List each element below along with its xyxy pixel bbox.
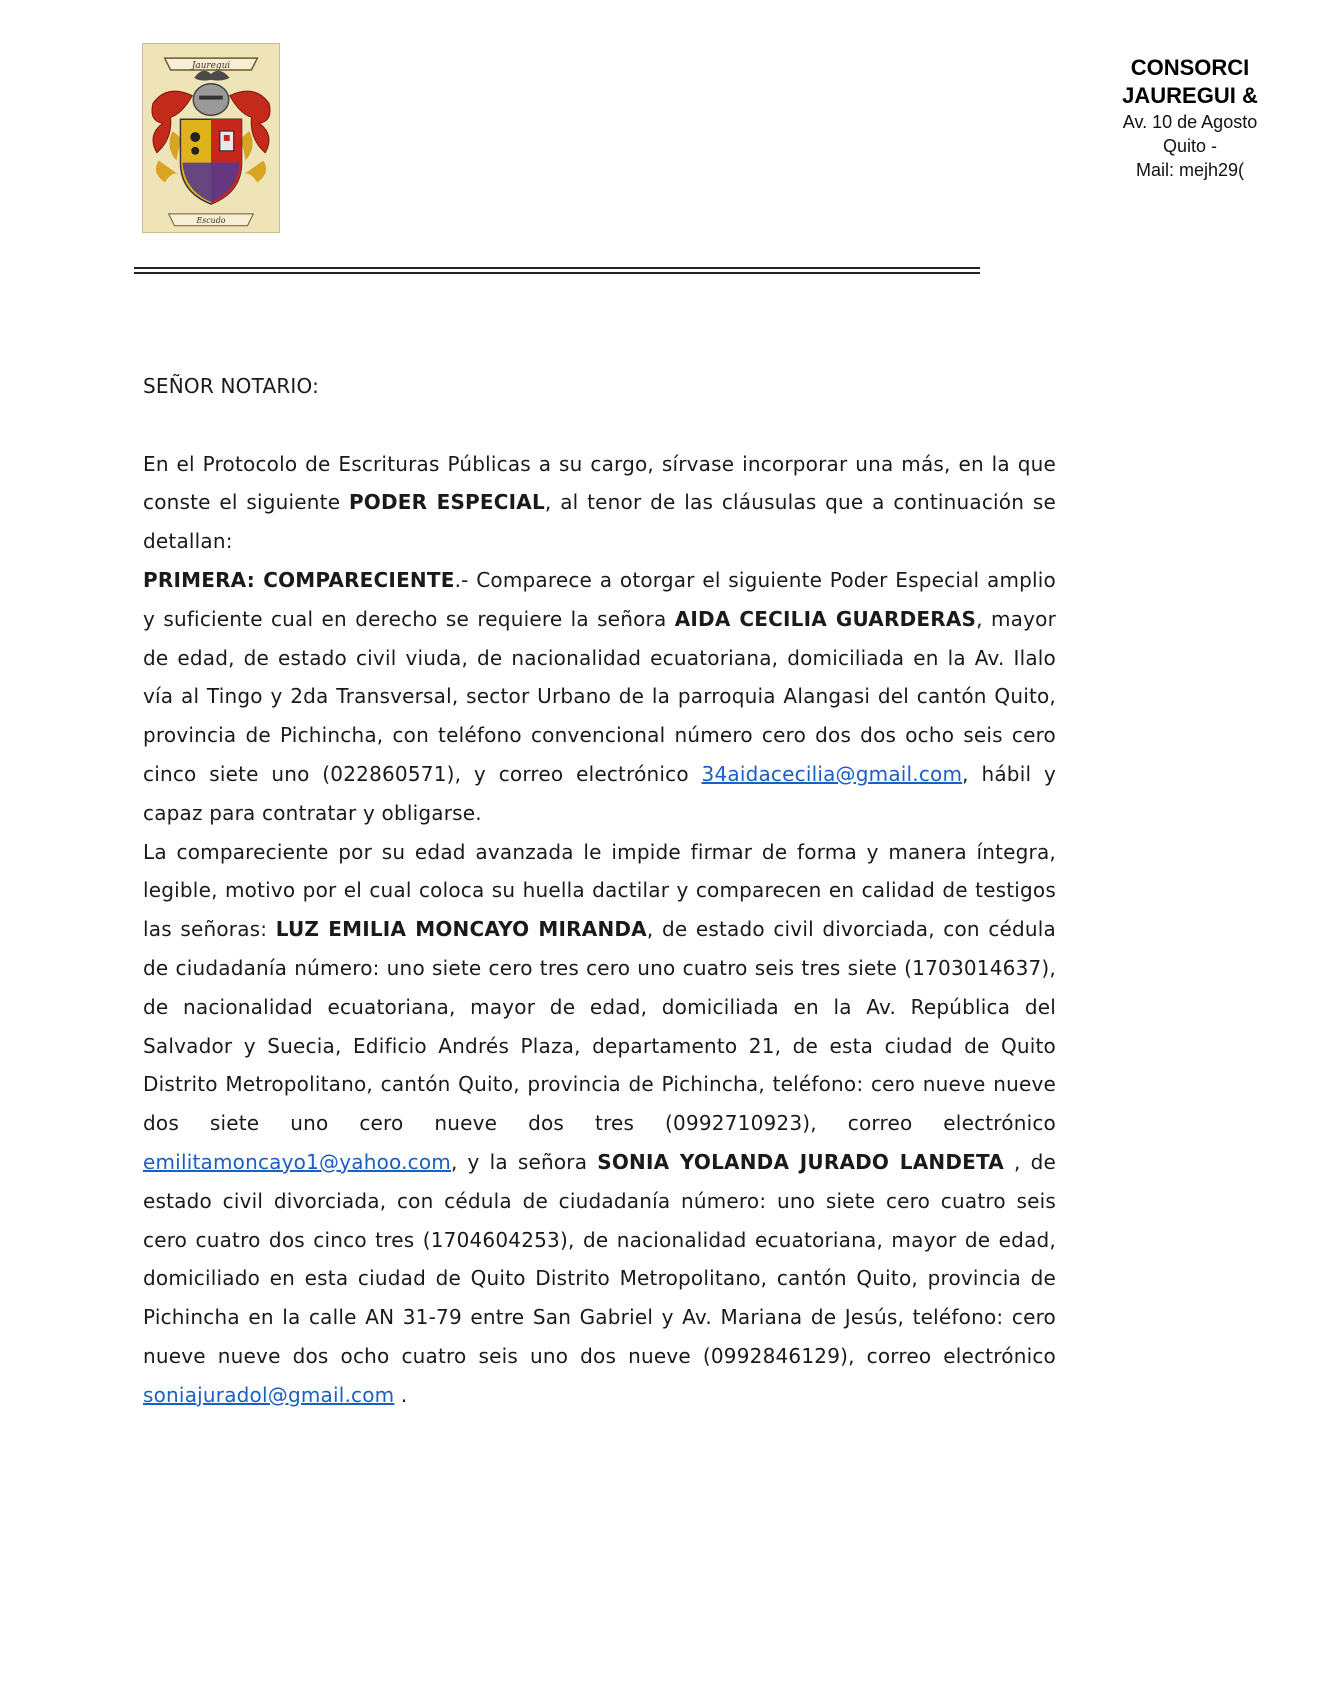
intro-paragraph — [143, 445, 1056, 561]
clause-primera-text-c: , hábil y capaz para contratar y obligarse. — [143, 761, 1056, 825]
firm-city: Quito - — [1162, 136, 1218, 156]
witness2-email-link[interactable]: soniajuradol@gmail.com — [143, 1382, 395, 1407]
witness1-name: LUZ EMILIA MONCAYO MIRANDA — [275, 917, 647, 942]
firm-name-line2: JAUREGUI & — [1122, 83, 1258, 108]
grantor-name: AIDA CECILIA GUARDERAS — [674, 606, 977, 631]
witness1-email-link[interactable]: emilitamoncayo1@yahoo.com — [143, 1149, 451, 1174]
witnesses-text-b: , de estado civil divorciada, con cédula de ciudadanía número: uno siete cero tres cero uno cuatro seis tres siete (1703014637), de nacionalidad ecuatoriana, mayor de edad, domiciliada en la Av. República del Salvador y Suecia, Edificio Andrés Plaza, departamento 21, de esta ciudad de Quito Distrito Metropolitano, cantón Quito, provincia de Pichincha, teléfono: cero nueve nueve dos siete uno cero nueve dos tres (0992710923), correo electrónico — [143, 917, 1057, 1136]
clause-primera-text-b: , mayor de edad, de estado civil viuda, de nacionalidad ecuatoriana, domiciliada en la Av. Ilalo vía al Tingo y 2da Transversal, sector Urbano de la parroquia Alangasi del cantón Quito, provincia de Pichincha, con teléfono convencional número cero dos dos ocho seis cero cinco siete uno (022860571), y correo electrónico — [143, 606, 1057, 786]
grantor-email-link[interactable]: 34aidacecilia@gmail.com — [701, 761, 963, 786]
intro-text-c: , al tenor de las cláusulas que a continuación se detallan: — [143, 490, 1056, 554]
coat-of-arms-graphic — [143, 44, 279, 232]
witnesses-text-e: . — [394, 1382, 408, 1407]
witnesses-text-a: La compareciente por su edad avanzada le impide firmar de forma y manera íntegra, legible, motivo por el cual coloca su huella dactilar y comparecen en calidad de testigos las señoras: — [143, 839, 1056, 942]
header-divider — [134, 267, 980, 274]
intro-text-a: En el Protocolo de Escrituras Públicas a su cargo, sírvase incorporar una más, en la que conste el siguiente — [143, 451, 1056, 515]
firm-header — [1040, 54, 1340, 182]
intro-bold-poder: PODER ESPECIAL — [348, 490, 545, 515]
crest-footer-text: Escudo — [196, 215, 226, 225]
firm-mail: Mail: mejh29( — [1135, 160, 1245, 180]
witness2-name: SONIA YOLANDA JURADO LANDETA — [597, 1149, 1004, 1174]
clause-primera — [143, 561, 1056, 833]
witnesses-paragraph — [143, 833, 1056, 1415]
salutation: SEÑOR NOTARIO: — [143, 374, 320, 398]
clause-primera-text-a: .- Comparece a otorgar el siguiente Poder Especial amplio y suficiente cual en derecho se requiere la señora — [143, 567, 1056, 631]
document-body — [143, 367, 1056, 1415]
firm-name-line1: CONSORCI — [1130, 55, 1250, 80]
coat-of-arms-image — [142, 43, 280, 233]
witnesses-text-c: , y la señora — [450, 1149, 598, 1174]
witnesses-text-d: , de estado civil divorciada, con cédula de ciudadanía número: uno siete cero cuatro seis cero cuatro dos cinco tres (1704604253), de nacionalidad ecuatoriana, mayor de edad, domiciliado en esta ciudad de Quito Distrito Metropolitano, cantón Quito, provincia de Pichincha en la calle AN 31-79 entre San Gabriel y Av. Mariana de Jesús, teléfono: cero nueve nueve dos ocho cuatro seis uno dos nueve (0992846129), correo electrónico — [143, 1149, 1056, 1368]
clause-primera-heading: PRIMERA: COMPARECIENTE — [143, 567, 455, 592]
firm-address: Av. 10 de Agosto — [1122, 112, 1258, 132]
crest-banner-text: Jauregui — [191, 61, 231, 72]
